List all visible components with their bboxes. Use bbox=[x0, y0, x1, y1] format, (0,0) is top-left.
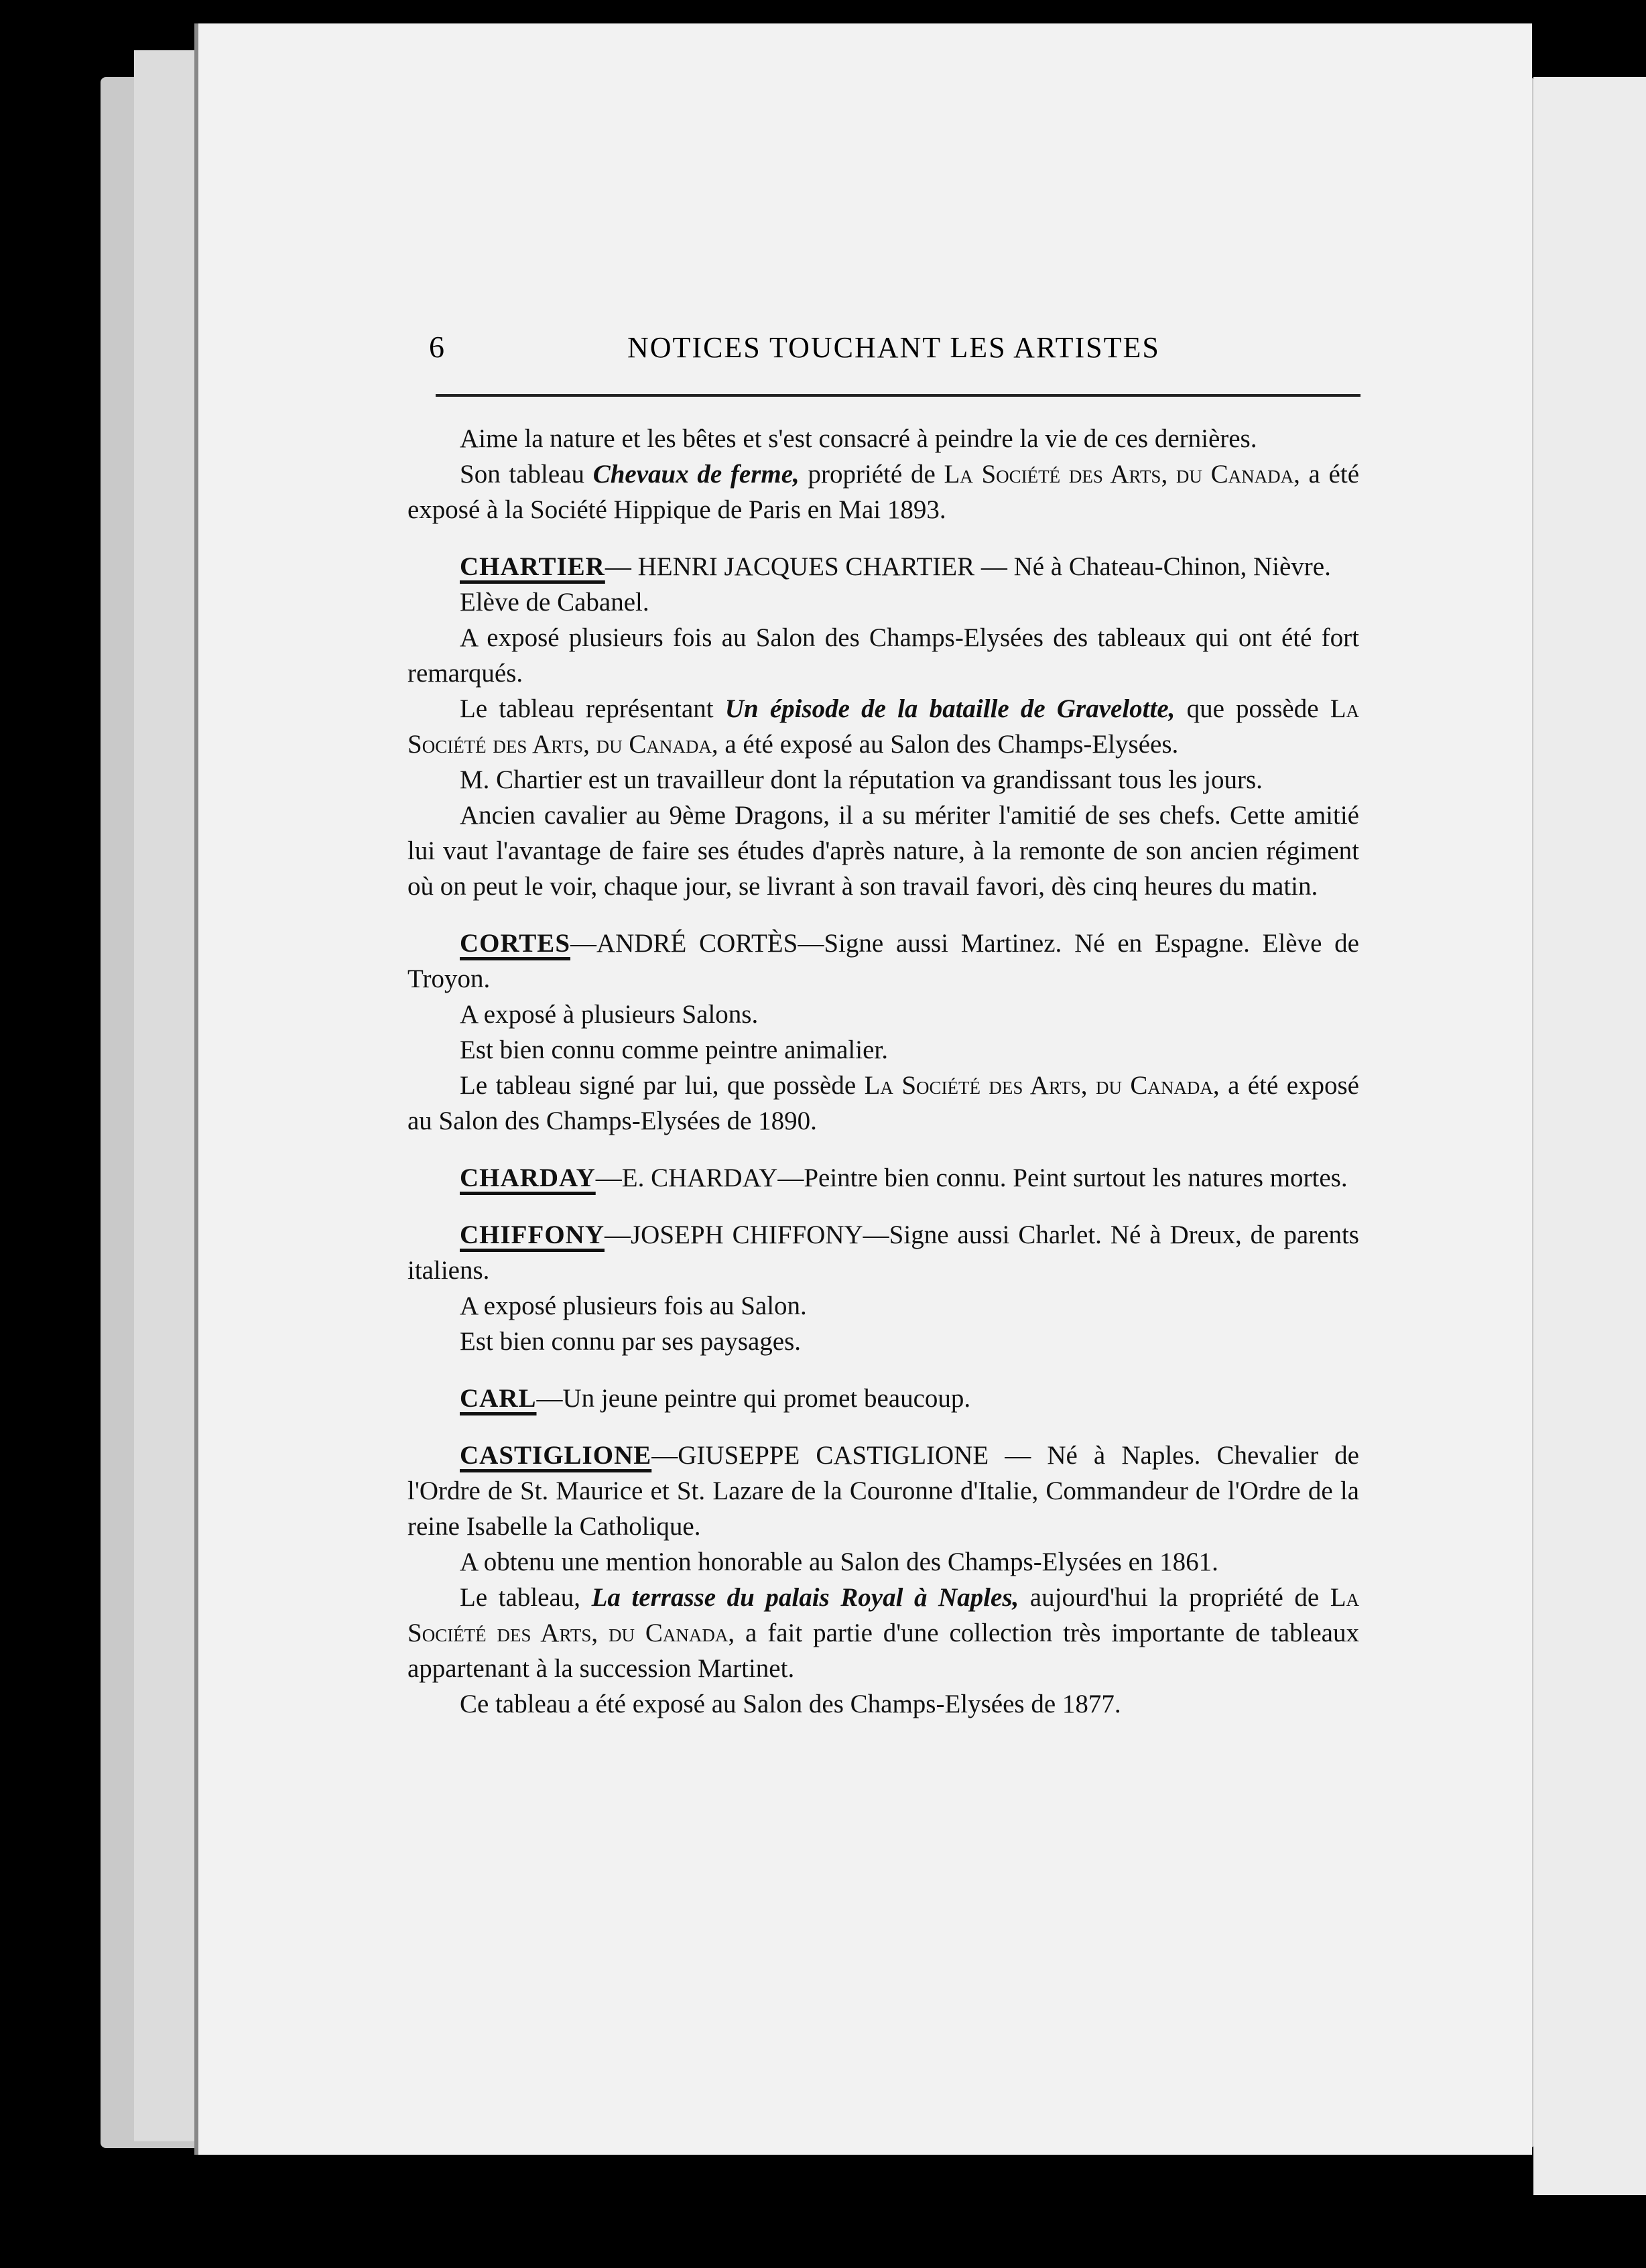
running-title: NOTICES TOUCHANT LES ARTISTES bbox=[627, 331, 1160, 364]
page-header bbox=[429, 325, 1367, 379]
page-text bbox=[407, 421, 1359, 1722]
artist-name: CARL bbox=[460, 1384, 537, 1413]
artist-name: CASTIGLIONE bbox=[460, 1441, 652, 1470]
entry-cortes bbox=[407, 926, 1359, 1139]
intro-section bbox=[407, 421, 1359, 527]
intro-paragraph-2: Son tableau Chevaux de ferme, propriété de La Société des Arts, du Canada, a été exposé à la Société Hippique de Paris en Mai 1893. bbox=[407, 460, 1360, 524]
entry-heading: CARL—Un jeune peintre qui promet beaucoup. bbox=[460, 1384, 971, 1413]
artwork-title: Chevaux de ferme, bbox=[592, 460, 800, 489]
artist-name: CHIFFONY bbox=[460, 1220, 605, 1249]
entry-heading: CHIFFONY—JOSEPH CHIFFONY—Signe aussi Charlet. Né à Dreux, de parents italiens. bbox=[407, 1220, 1359, 1285]
artist-name: CHARTIER bbox=[460, 552, 605, 581]
entry-castiglione bbox=[407, 1438, 1359, 1722]
society-name: La Société des Arts, du Canada, bbox=[407, 1583, 1360, 1647]
artist-name: CORTES bbox=[460, 929, 571, 958]
artist-name: CHARDAY bbox=[460, 1163, 596, 1192]
page-number: 6 bbox=[429, 330, 444, 364]
header-rule bbox=[436, 394, 1360, 397]
entry-chiffony bbox=[407, 1217, 1359, 1359]
entry-paragraph: Est bien connu par ses paysages. bbox=[460, 1327, 802, 1356]
entry-paragraph: M. Chartier est un travailleur dont la réputation va grandissant tous les jours. bbox=[460, 765, 1263, 794]
entry-paragraph: Le tableau, La terrasse du palais Royal à Naples, aujourd'hui la propriété de La Société des Arts, du Canada, a fait partie d'une collection très importante de tableaux appartenant à la succession Martinet. bbox=[407, 1583, 1360, 1683]
entry-paragraph: Le tableau signé par lui, que possède La Société des Arts, du Canada, a été exposé au Salon des Champs-Elysées de 1890. bbox=[407, 1071, 1359, 1135]
entry-chartier bbox=[407, 549, 1359, 904]
entry-heading: CHARDAY—E. CHARDAY—Peintre bien connu. Peint surtout les natures mortes. bbox=[460, 1163, 1348, 1192]
entry-paragraph: Ancien cavalier au 9ème Dragons, il a su mériter l'amitié de ses chefs. Cette amitié lui vaut l'avantage de faire ses études d'après nature, à la remonte de son ancien régiment où on peut le voir, chaque jour, se livrant à son travail favori, dès cinq heures du matin. bbox=[407, 801, 1359, 901]
entry-heading: CHARTIER— HENRI JACQUES CHARTIER — Né à Chateau-Chinon, Nièvre. bbox=[460, 552, 1331, 581]
entry-paragraph: A obtenu une mention honorable au Salon des Champs-Elysées en 1861. bbox=[460, 1548, 1218, 1576]
facing-page-edge bbox=[1533, 77, 1646, 2195]
society-name: La Société des Arts, du Canada, bbox=[407, 694, 1360, 759]
entry-paragraph: A exposé plusieurs fois au Salon. bbox=[460, 1292, 807, 1320]
entry-paragraph: Le tableau représentant Un épisode de la bataille de Gravelotte, que possède La Société des Arts, du Canada, a été exposé au Salon des Champs-Elysées. bbox=[407, 694, 1360, 759]
entry-paragraph: Est bien connu comme peintre animalier. bbox=[460, 1035, 888, 1064]
entry-paragraph: A exposé à plusieurs Salons. bbox=[460, 1000, 759, 1029]
entry-paragraph: Elève de Cabanel. bbox=[460, 588, 649, 617]
entry-heading: CORTES—ANDRÉ CORTÈS—Signe aussi Martinez. Né en Espagne. Elève de Troyon. bbox=[407, 929, 1359, 993]
entry-carl bbox=[407, 1381, 1359, 1416]
intro-paragraph-1: Aime la nature et les bêtes et s'est consacré à peindre la vie de ces dernières. bbox=[460, 424, 1257, 453]
entry-heading: CASTIGLIONE—GIUSEPPE CASTIGLIONE — Né à Naples. Chevalier de l'Ordre de St. Maurice et St. Lazare de la Couronne d'Italie, Commandeur de l'Ordre de la reine Isabelle la Catholique. bbox=[407, 1441, 1359, 1541]
artwork-title: La terrasse du palais Royal à Naples, bbox=[591, 1583, 1019, 1612]
artwork-title: Un épisode de la bataille de Gravelotte, bbox=[724, 694, 1176, 723]
society-name: La Société des Arts, du Canada, bbox=[864, 1071, 1220, 1100]
entry-paragraph: Ce tableau a été exposé au Salon des Champs-Elysées de 1877. bbox=[460, 1690, 1121, 1718]
entry-paragraph: A exposé plusieurs fois au Salon des Champs-Elysées des tableaux qui ont été fort remarqués. bbox=[407, 623, 1359, 688]
entry-charday bbox=[407, 1160, 1359, 1196]
society-name: La Société des Arts, du Canada, bbox=[944, 460, 1300, 489]
